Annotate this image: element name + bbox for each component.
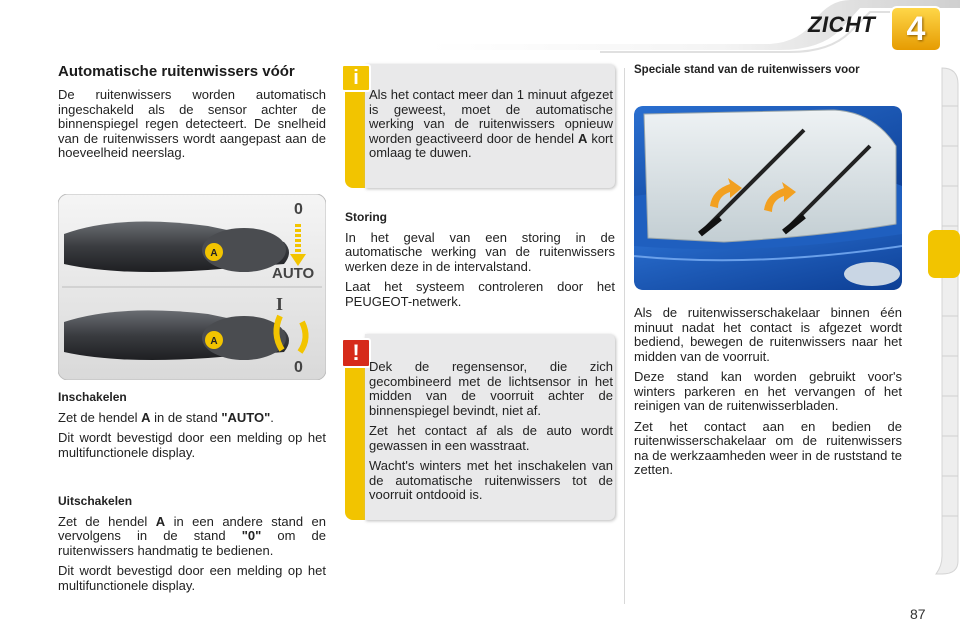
- activate-p1-lever: A: [141, 409, 151, 425]
- pos-1-label: I: [276, 294, 284, 314]
- fault-paragraph-2: Laat het systeem controleren door het PEUGEOT-netwerk.: [345, 279, 615, 309]
- deactivate-heading: Uitschakelen: [58, 494, 133, 508]
- chapter-title: ZICHT: [808, 12, 876, 37]
- column-divider: [624, 68, 625, 604]
- page-number: 87: [910, 606, 926, 622]
- info-text: [369, 88, 613, 161]
- deactivate-p1-post: om de ruitenwissers handmatig te bedienen.: [58, 528, 326, 558]
- deactivate-p1-mid: in een andere stand en vervolgens in de stand: [58, 513, 326, 543]
- fault-section: [345, 210, 615, 315]
- lever-a-label-top: A: [210, 248, 218, 259]
- deactivate-p1-lever: A: [155, 513, 166, 529]
- warning-text: [369, 360, 613, 509]
- section-title-auto-wipers: Automatische ruitenwissers vóór: [58, 63, 295, 80]
- windscreen-image: [634, 106, 902, 290]
- info-text-pre: Als het contact meer dan 1 minuut afgezet is geweest, moet de automatische werking van de ruitenwissers opnieuw worden geactiveerd door de hendel: [369, 87, 613, 146]
- deactivate-p1-pre: Zet de hendel: [58, 513, 156, 529]
- special-position-paragraph-1: Als de ruitenwisserschakelaar binnen één minuut nadat het contact is afgezet wordt bediend, bewegen de ruitenwissers naar het midden van de voorruit.: [634, 305, 902, 364]
- activate-p1-auto: "AUTO": [221, 409, 271, 425]
- fault-paragraph-1: In het geval van een storing in de automatische werking van de ruitenwissers werken deze in de intervalstand.: [345, 229, 615, 274]
- pos-0-label-bottom: 0: [294, 359, 303, 376]
- special-position-title: Speciale stand van de ruitenwissers voor: [634, 64, 860, 76]
- side-tabs-shapes: [928, 66, 960, 576]
- special-position-paragraph-3: Zet het contact aan en bedien de ruitenwisserschakelaar om de ruitenwissers na de werkzaamheden weer in de ruststand te zetten.: [634, 418, 902, 477]
- right-column-body: [634, 306, 902, 484]
- deactivate-p1-zero: "0": [241, 528, 262, 543]
- wiper-stalk-image: [58, 194, 326, 380]
- special-position-paragraph-2: Deze stand kan worden gebruikt voor's winters parkeren en het vervangen of het reinigen van de ruitenwisserbladen.: [634, 369, 902, 413]
- activate-p1-mid: in de stand: [150, 409, 222, 425]
- windscreen-illustration: [634, 106, 902, 290]
- active-chapter-tab: [928, 230, 960, 278]
- intro-paragraph: De ruitenwissers worden automatisch ingeschakeld als de sensor achter de binnenspiegel regen detecteert. De snelheid van de ruitenwissers wordt aangepast aan de hoeveelheid neerslag.: [58, 87, 326, 160]
- info-text-lever: A: [578, 130, 588, 146]
- activate-p1-post: .: [270, 409, 274, 425]
- activate-heading: Inschakelen: [58, 390, 127, 404]
- warning-paragraph-2: Zet het contact af als de auto wordt gewassen in een wasstraat.: [369, 423, 613, 453]
- deactivate-section: [58, 494, 326, 599]
- warning-paragraph-3: Wacht's winters met het inschakelen van de automatische ruitenwissers tot de voorruit ontdooid is.: [369, 458, 613, 502]
- info-callout: [345, 64, 615, 188]
- activate-section: [58, 390, 326, 466]
- info-icon: i: [341, 64, 371, 92]
- activate-paragraph-1: [58, 411, 326, 426]
- left-column: [58, 64, 326, 167]
- fault-heading: Storing: [345, 210, 387, 224]
- auto-label: AUTO: [272, 265, 315, 282]
- activate-p1-pre: Zet de hendel: [58, 409, 142, 425]
- right-column-header: [634, 64, 902, 77]
- deactivate-paragraph-2: Dit wordt bevestigd door een melding op het multifunctionele display.: [58, 563, 326, 593]
- chapter-number: 4: [906, 10, 926, 48]
- deactivate-paragraph-1: [58, 515, 326, 559]
- warning-icon: !: [341, 338, 371, 368]
- lever-a-label-bottom: A: [210, 336, 218, 347]
- info-text-post: kort omlaag te duwen.: [369, 130, 613, 160]
- wiper-stalk-illustration: [58, 194, 326, 380]
- info-accent-bar: [345, 86, 365, 188]
- warning-callout: [345, 334, 615, 520]
- warning-paragraph-1: Dek de regensensor, die zich gecombineerd met de lichtsensor in het midden van de voorruit achter de binnenspiegel bevindt, niet af.: [369, 359, 613, 418]
- chapter-side-tabs: [928, 66, 960, 576]
- activate-paragraph-2: Dit wordt bevestigd door een melding op het multifunctionele display.: [58, 430, 326, 460]
- pos-0-label-top: 0: [294, 201, 303, 218]
- warning-accent-bar: [345, 356, 365, 520]
- chapter-number-badge: [888, 4, 944, 54]
